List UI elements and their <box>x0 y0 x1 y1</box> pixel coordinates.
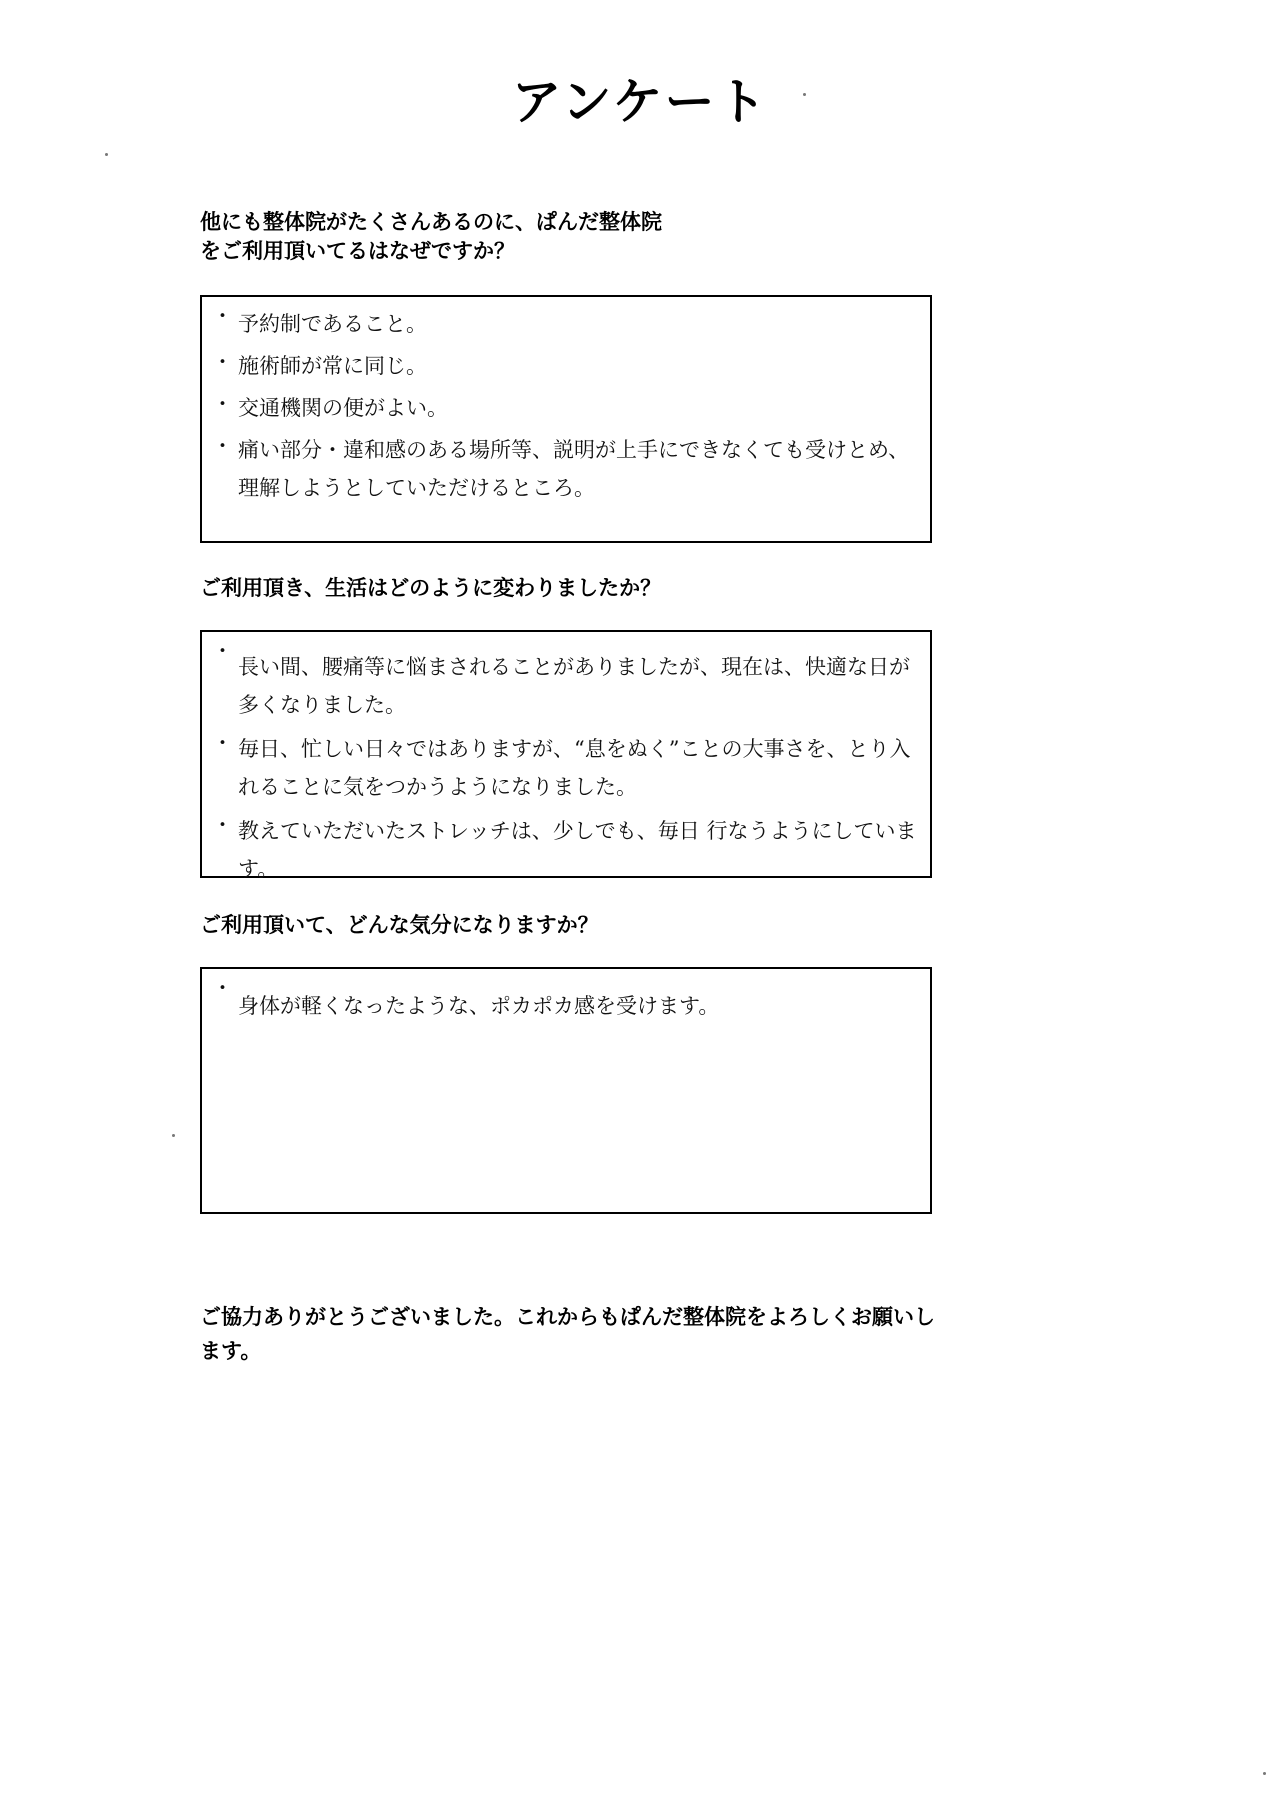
scan-speck <box>1263 1772 1266 1775</box>
answer-item: ・ 交通機関の便がよい。 <box>202 385 930 427</box>
answer-item: ・ 予約制であること。 <box>202 297 930 343</box>
scan-speck <box>172 1134 175 1137</box>
answer-item: ・ 施術師が常に同じ。 <box>202 343 930 385</box>
answer-box-1 <box>200 295 932 543</box>
answer-box-3 <box>200 967 932 1214</box>
scan-speck <box>803 93 806 96</box>
answer-item: ・ 長い間、腰痛等に悩まされることがありましたが、現在は、快適な日が多くなりました。 <box>202 632 930 724</box>
page-title: アンケート <box>511 73 769 131</box>
answer-item: ・ 痛い部分・違和感のある場所等、説明が上手にできなくても受けとめ、理解しようとしていただけるところ。 <box>202 427 930 507</box>
answer-box-2 <box>200 630 932 881</box>
question-3: ご利用頂いて、どんな気分になりますか？ <box>200 913 599 937</box>
scan-speck <box>105 153 108 156</box>
answer-item: ・ 身体が軽くなったような、ポカポカ感を受けます。 <box>202 969 930 1025</box>
answer-item: ・ 毎日、忙しい日々ではありますが、“息をぬく”ことの大事さを、とり入れることに気をつかうようになりました。 <box>202 724 930 806</box>
question-2: ご利用頂き、生活はどのように変わりましたか？ <box>200 576 662 600</box>
question-1: 他にも整体院がたくさんあるのに、ぱんだ整体院 をご利用頂いてるはなぜですか？ <box>200 210 662 263</box>
closing-message: ご協力ありがとうございました。これからもぱんだ整体院をよろしくお願いします。 <box>200 1305 935 1363</box>
answer-item: ・ 教えていただいたストレッチは、少しでも、毎日 行なうようにしています。 <box>202 806 930 888</box>
